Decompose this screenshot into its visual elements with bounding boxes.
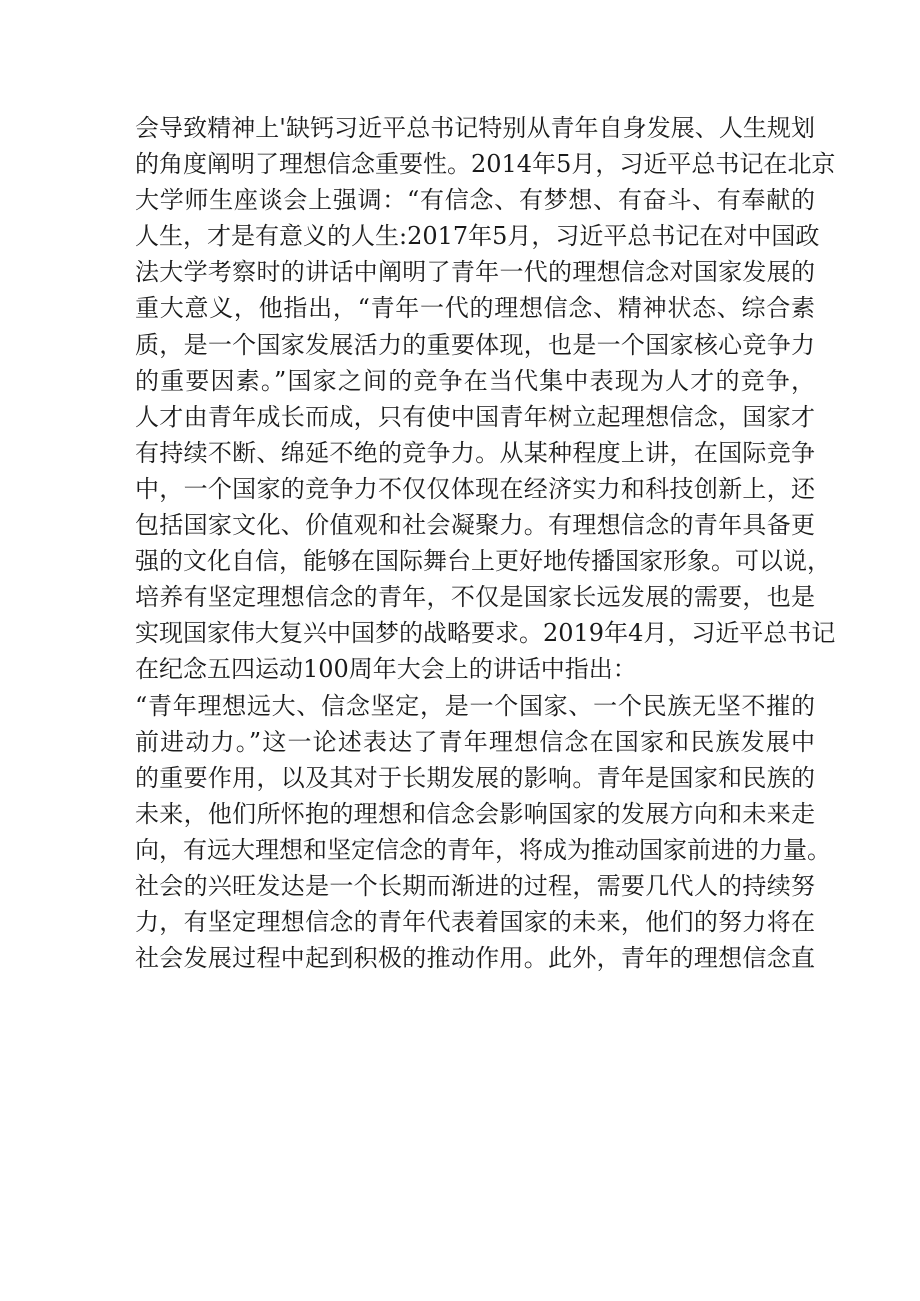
text-line: 的重要作用，以及其对于长期发展的影响。青年是国家和民族的 bbox=[135, 763, 815, 792]
text-line: 向，有远大理想和坚定信念的青年，将成为推动国家前进的力量。 bbox=[135, 835, 831, 864]
text-line: 中，一个国家的竞争力不仅仅体现在经济实力和科技创新上，还 bbox=[135, 474, 815, 503]
text-line: 的重要因素。”国家之间的竞争在当代集中表现为人才的竞争， bbox=[135, 366, 815, 395]
text-line: 包括国家文化、价值观和社会凝聚力。有理想信念的青年具备更 bbox=[135, 511, 815, 540]
text-line: “青年理想远大、信念坚定，是一个国家、一个民族无坚不摧的 bbox=[135, 691, 815, 720]
text-line: 社会的兴旺发达是一个长期而渐进的过程，需要几代人的持续努 bbox=[135, 871, 815, 900]
text-line: 前进动力。”这一论述表达了青年理想信念在国家和民族发展中 bbox=[135, 727, 815, 756]
text-line: 人生，才是有意义的人生:2017年5月，习近平总书记在对中国政 bbox=[135, 222, 820, 251]
text-line: 有持续不断、绵延不绝的竞争力。从某种程度上讲，在国际竞争 bbox=[135, 438, 815, 467]
text-line: 力，有坚定理想信念的青年代表着国家的未来，他们的努力将在 bbox=[135, 908, 815, 937]
text-line: 实现国家伟大复兴中国梦的战略要求。2019年4月，习近平总书记 bbox=[135, 619, 836, 648]
text-line: 在纪念五四运动100周年大会上的讲话中指出： bbox=[135, 655, 637, 684]
text-line: 法大学考察时的讲话中阐明了青年一代的理想信念对国家发展的 bbox=[135, 258, 815, 287]
text-line: 未来，他们所怀抱的理想和信念会影响国家的发展方向和未来走 bbox=[135, 799, 815, 828]
text-line: 培养有坚定理想信念的青年，不仅是国家长远发展的需要，也是 bbox=[135, 583, 815, 612]
text-line: 会导致精神上'缺钙习近平总书记特别从青年自身发展、人生规划 bbox=[135, 114, 815, 142]
text-line: 强的文化自信，能够在国际舞台上更好地传播国家形象。可以说， bbox=[135, 547, 831, 576]
text-line: 质，是一个国家发展活力的重要体现，也是一个国家核心竞争力 bbox=[135, 330, 815, 359]
text-line: 社会发展过程中起到积极的推动作用。此外，青年的理想信念直 bbox=[135, 944, 815, 973]
text-line: 的角度阐明了理想信念重要性。2014年5月，习近平总书记在北京 bbox=[135, 150, 836, 179]
text-line: 重大意义，他指出，“青年一代的理想信念、精神状态、综合素 bbox=[135, 294, 815, 323]
body-text bbox=[135, 110, 836, 976]
text-line: 大学师生座谈会上强调：“有信念、有梦想、有奋斗、有奉献的 bbox=[135, 186, 815, 215]
text-line: 人才由青年成长而成，只有使中国青年树立起理想信念，国家才 bbox=[135, 402, 815, 431]
